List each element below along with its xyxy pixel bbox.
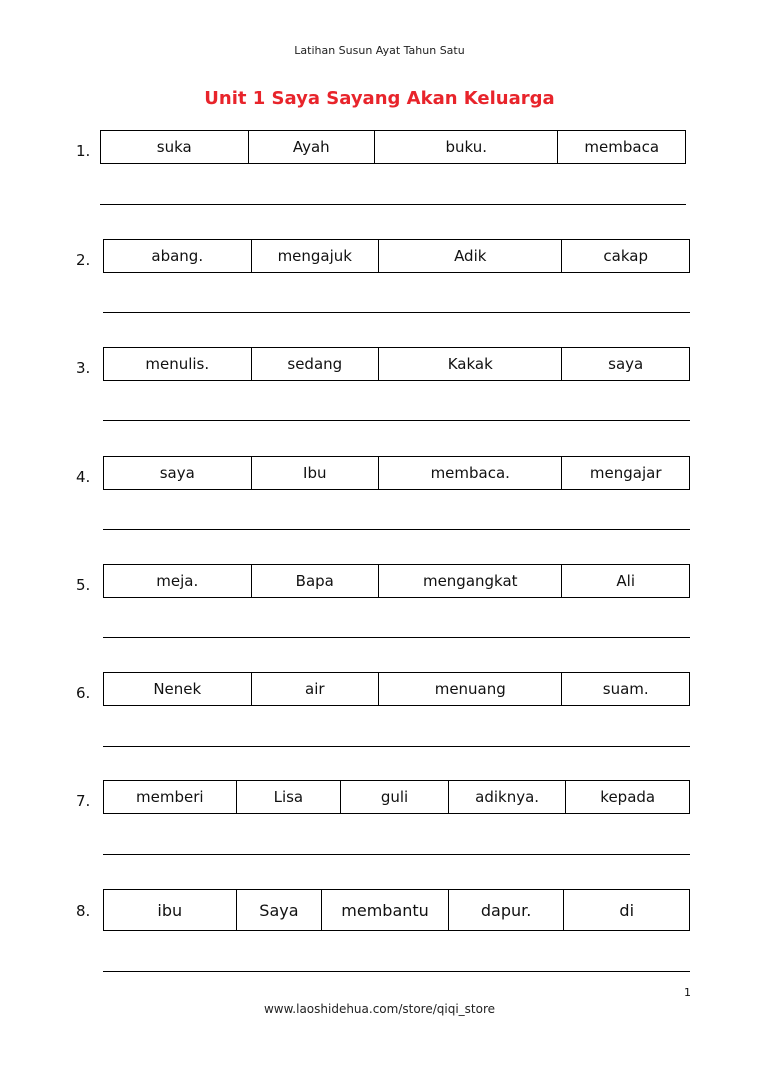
word-cell: Ayah: [248, 131, 375, 163]
word-cell: mengajuk: [251, 240, 379, 272]
exercise-1: [0, 130, 759, 210]
footer-url: www.laoshidehua.com/store/qiqi_store: [263, 1002, 496, 1016]
word-cell: menuang: [378, 673, 561, 705]
word-row: [103, 347, 690, 381]
word-cell: adiknya.: [448, 781, 566, 813]
exercise-number: 4.: [76, 468, 91, 486]
answer-line[interactable]: [103, 420, 690, 421]
page-title: Unit 1 Saya Sayang Akan Keluarga: [204, 88, 555, 109]
word-cell: saya: [561, 348, 689, 380]
word-cell: suam.: [561, 673, 689, 705]
word-cell: Saya: [236, 890, 322, 930]
word-cell: membaca: [557, 131, 685, 163]
word-row: [103, 672, 690, 706]
answer-line[interactable]: [100, 204, 686, 205]
word-cell: menulis.: [145, 355, 210, 373]
exercise-number: 5.: [76, 576, 91, 594]
answer-line[interactable]: [103, 312, 690, 313]
word-row: [100, 130, 686, 164]
word-cell: air: [251, 673, 379, 705]
word-cell: guli: [340, 781, 448, 813]
exercise-8: [0, 889, 759, 969]
word-cell: saya: [159, 464, 195, 482]
word-cell: membaca.: [378, 457, 561, 489]
word-cell: Ibu: [251, 457, 379, 489]
word-row: [103, 780, 690, 814]
answer-line[interactable]: [103, 854, 690, 855]
word-cell: Bapa: [251, 565, 379, 597]
exercise-6: [0, 672, 759, 752]
word-cell: sedang: [251, 348, 379, 380]
answer-line[interactable]: [103, 529, 690, 530]
exercise-number: 3.: [76, 359, 91, 377]
answer-line[interactable]: [103, 746, 690, 747]
exercise-number: 1.: [76, 142, 91, 160]
exercise-4: [0, 456, 759, 536]
page-header: Latihan Susun Ayat Tahun Satu: [294, 44, 465, 57]
word-cell: abang.: [151, 247, 204, 265]
word-cell: membantu: [321, 890, 448, 930]
word-cell: Ali: [561, 565, 689, 597]
word-cell: mengangkat: [378, 565, 561, 597]
word-row: [103, 564, 690, 598]
exercise-number: 2.: [76, 251, 91, 269]
word-cell: mengajar: [561, 457, 689, 489]
word-cell: cakap: [561, 240, 689, 272]
word-cell: memberi: [136, 788, 204, 806]
word-cell: dapur.: [448, 890, 564, 930]
word-cell: kepada: [565, 781, 689, 813]
exercise-3: [0, 347, 759, 427]
answer-line[interactable]: [103, 637, 690, 638]
word-cell: Adik: [378, 240, 561, 272]
word-cell: suka: [156, 138, 192, 156]
word-cell: buku.: [374, 131, 557, 163]
exercise-7: [0, 780, 759, 860]
word-row: [103, 889, 690, 931]
word-cell: Lisa: [236, 781, 341, 813]
exercise-2: [0, 239, 759, 319]
word-cell: Kakak: [378, 348, 561, 380]
word-cell: meja.: [156, 572, 199, 590]
word-cell: Nenek: [153, 680, 202, 698]
word-row: [103, 239, 690, 273]
word-cell: ibu: [157, 900, 183, 920]
exercise-number: 7.: [76, 792, 91, 810]
answer-line[interactable]: [103, 971, 690, 972]
word-cell: di: [563, 890, 689, 930]
exercise-5: [0, 564, 759, 644]
page-number: 1: [684, 986, 691, 999]
word-row: [103, 456, 690, 490]
exercise-number: 6.: [76, 684, 91, 702]
exercise-number: 8.: [76, 902, 91, 920]
